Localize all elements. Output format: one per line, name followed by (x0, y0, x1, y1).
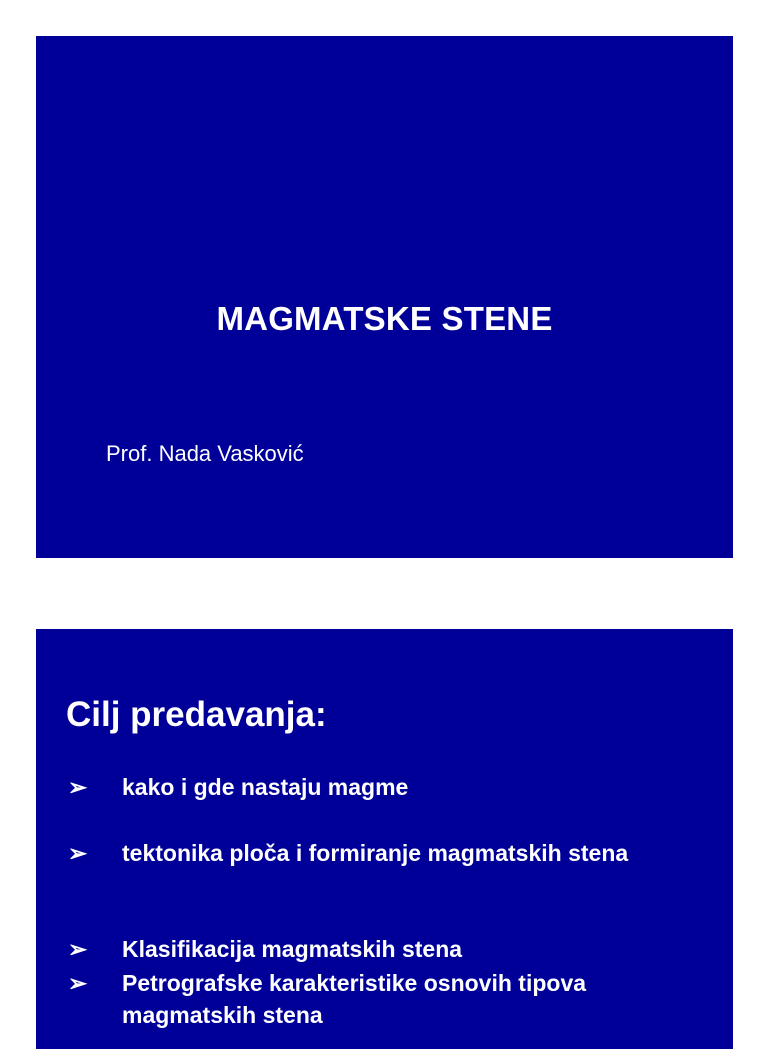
arrow-bullet-icon: ➢ (68, 970, 88, 996)
slide-author: Prof. Nada Vasković (106, 441, 304, 466)
objectives-slide (36, 629, 733, 1049)
slide-heading: Cilj predavanja: (66, 695, 327, 734)
slide-title: MAGMATSKE STENE (216, 300, 553, 337)
arrow-bullet-icon: ➢ (68, 936, 88, 962)
list-item-text: tektonika ploča i formiranje magmatskih stena (122, 840, 629, 866)
list-item-text: kako i gde nastaju magme (122, 774, 409, 800)
arrow-bullet-icon: ➢ (68, 840, 88, 866)
list-item-text: Petrografske karakteristike osnovih tipova magmatskih stena (122, 970, 587, 1028)
list-item-text: Klasifikacija magmatskih stena (122, 936, 463, 962)
arrow-bullet-icon: ➢ (68, 774, 88, 800)
title-slide (36, 36, 733, 558)
